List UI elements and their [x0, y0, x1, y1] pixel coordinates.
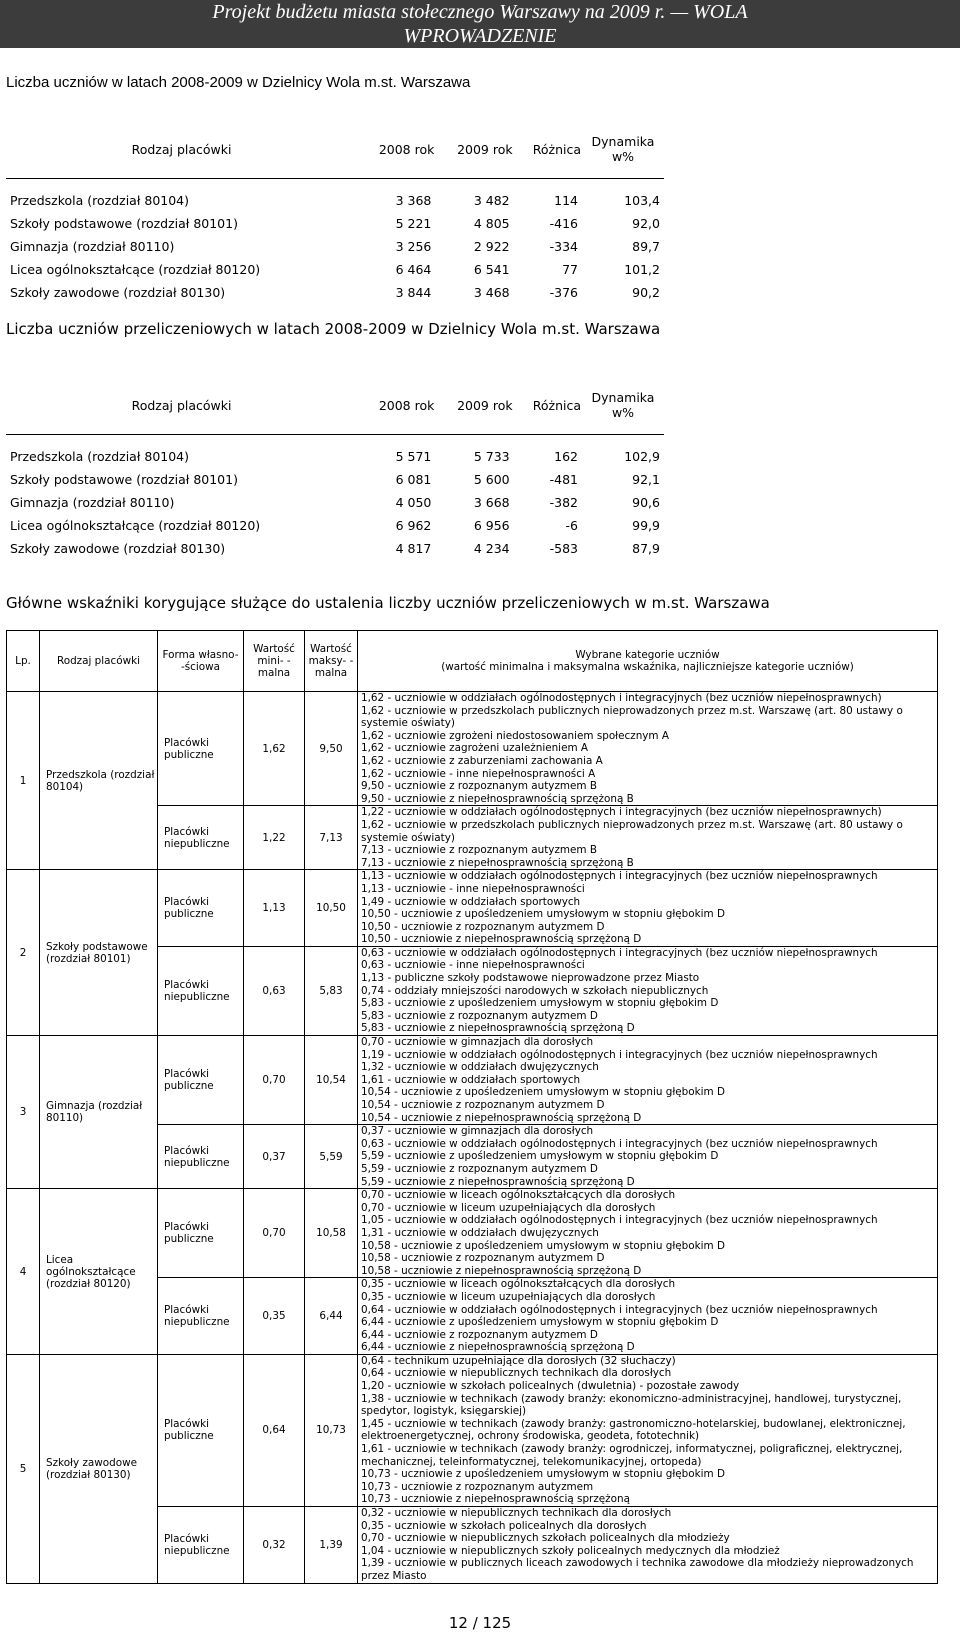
table-row — [6, 491, 664, 514]
table-cell: Gimnazja (rozdział 80110) — [10, 495, 175, 510]
table-cell: 4 234 — [473, 541, 510, 556]
table-cell: 4 817 — [395, 541, 432, 556]
th-forma: Forma własno- -ściowa — [158, 631, 244, 692]
min-value: 1,13 — [244, 870, 305, 947]
table-cell: 4 050 — [395, 495, 432, 510]
category-line: 0,63 - uczniowie - inne niepełnosprawności — [361, 959, 585, 972]
th-kategorie — [358, 631, 938, 692]
category-line: 10,73 - uczniowie z upośledzeniem umysłowym w stopniu głębokim D — [361, 1468, 725, 1481]
category-line: 1,38 - uczniowie w technikach (zawody branży: ekonomiczno-administracyjnej, handlowej, turystycznej, spedytor, logistyk, księgarskiej) — [361, 1392, 902, 1418]
category-line: 1,04 - uczniowie w niepublicznych szkoły policealnych medycznych dla młodzież — [361, 1544, 780, 1557]
table-cell: -6 — [565, 518, 578, 533]
category-line: 10,58 - uczniowie z upośledzeniem umysłowym w stopniu głębokim D — [361, 1239, 725, 1252]
table-row — [7, 1354, 938, 1506]
th-lp: Lp. — [7, 631, 40, 692]
table-cell: 92,1 — [632, 472, 660, 487]
table-cell: 5 733 — [473, 449, 510, 464]
ownership-form: Placówki niepubliczne — [158, 806, 244, 870]
max-value: 9,50 — [305, 692, 358, 806]
category-line: 1,22 - uczniowie w oddziałach ogólnodostępnych i integracyjnych (bez uczniów niepełnosprawnych) — [361, 806, 882, 819]
category-line: 5,83 - uczniowie z niepełnosprawnością sprzężoną D — [361, 1022, 635, 1035]
table-row — [6, 445, 664, 468]
category-line: 0,70 - uczniowie w liceum uzupełniających dla dorosłych — [361, 1201, 656, 1214]
max-value: 10,50 — [305, 870, 358, 947]
header-subtitle: WPROWADZENIE — [403, 25, 557, 47]
facility-type: Gimnazja (rozdział 80110) — [40, 1036, 158, 1189]
category-line: 10,50 - uczniowie z niepełnosprawnością sprzężoną D — [361, 933, 642, 946]
categories-cell — [358, 692, 938, 806]
category-line: 10,50 - uczniowie z rozpoznanym autyzmem D — [361, 920, 605, 933]
th-rodzaj-placowki: Rodzaj placówki — [40, 631, 158, 692]
category-line: 1,32 - uczniowie w oddziałach dwujęzycznych — [361, 1061, 599, 1074]
min-value: 0,70 — [244, 1036, 305, 1125]
category-line: 0,74 - oddziały mniejszości narodowych w szkołach niepublicznych — [361, 984, 709, 997]
row-number: 5 — [7, 1354, 40, 1583]
category-line: 0,35 - uczniowie w liceach ogólnokształcących dla dorosłych — [361, 1278, 676, 1291]
category-line: 0,70 - uczniowie w liceach ogólnokształcących dla dorosłych — [361, 1189, 676, 1202]
facility-type: Przedszkola (rozdział 80104) — [40, 692, 158, 870]
th-2009: 2009 rok — [435, 376, 513, 435]
categories-cell — [358, 1125, 938, 1189]
category-line: 6,44 - uczniowie z upośledzeniem umysłowym w stopniu głębokim D — [361, 1316, 719, 1329]
category-line: 1,45 - uczniowie w technikach (zawody branży: gastronomiczno-hotelarskiej, budowlanej, elektronicznej, elektroenergetycznej, ochrony środowiska, geodeta, fototechnik) — [361, 1417, 906, 1443]
category-line: 1,13 - publiczne szkoły podstawowe nieprowadzone przez Miasto — [361, 972, 700, 985]
category-line: 1,20 - uczniowie w szkołach policealnych (dwuletnia) - pozostałe zawody — [361, 1380, 740, 1393]
table-cell: 162 — [554, 449, 578, 464]
category-line: 5,59 - uczniowie z rozpoznanym autyzmem D — [361, 1162, 598, 1175]
table-cell: 101,2 — [624, 262, 660, 277]
row-number: 1 — [7, 692, 40, 870]
table-row — [6, 189, 664, 212]
category-line: 1,39 - uczniowie w publicznych liceach zawodowych i technika zawodowe dla młodzieży nieprowadzonych przez Miasto — [361, 1557, 914, 1582]
category-line: 0,70 - uczniowie w niepublicznych szkołach policealnych dla młodzieży — [361, 1532, 730, 1545]
kategorie-title: Wybrane kategorie uczniów — [575, 649, 720, 661]
ownership-form: Placówki publiczne — [158, 1354, 244, 1506]
caption-students: Liczba uczniów w latach 2008-2009 w Dzielnicy Wola m.st. Warszawa — [6, 74, 471, 91]
max-value: 5,59 — [305, 1125, 358, 1189]
category-line: 1,62 - uczniowie - inne niepełnosprawności A — [361, 767, 596, 780]
table-cell: 87,9 — [632, 541, 660, 556]
ownership-form: Placówki publiczne — [158, 1189, 244, 1278]
category-line: 1,13 - uczniowie - inne niepełnosprawności — [361, 882, 585, 895]
categories-cell — [358, 1278, 938, 1355]
category-line: 0,70 - uczniowie w gimnazjach dla dorosłych — [361, 1036, 594, 1049]
table-row — [6, 212, 664, 235]
min-value: 0,32 — [244, 1507, 305, 1584]
table-cell: Przedszkola (rozdział 80104) — [10, 449, 190, 464]
ownership-form: Placówki publiczne — [158, 870, 244, 947]
category-line: 1,61 - uczniowie w oddziałach sportowych — [361, 1073, 581, 1086]
table-cell: 6 541 — [473, 262, 510, 277]
category-line: 1,62 - uczniowie w przedszkolach publicznych nieprowadzonych przez m.st. Warszawę (art. 80 ustawy o systemie oświaty) — [361, 818, 903, 844]
category-line: 0,35 - uczniowie w szkołach policealnych dla dorosłych — [361, 1519, 647, 1532]
max-value: 5,83 — [305, 946, 358, 1035]
table-cell: -382 — [549, 495, 578, 510]
category-line: 1,62 - uczniowie zgrożeni niedostosowaniem społecznym A — [361, 729, 669, 742]
caption-indicators: Główne wskaźniki korygujące służące do ustalenia liczby uczniów przeliczeniowych w m.st. Warszawa — [6, 594, 770, 612]
category-line: 10,54 - uczniowie z upośledzeniem umysłowym w stopniu głębokim D — [361, 1086, 725, 1099]
table-cell: 90,6 — [632, 495, 660, 510]
min-value: 1,62 — [244, 692, 305, 806]
table-row — [6, 258, 664, 281]
table-cell: 4 805 — [473, 216, 510, 231]
th-min: Wartość mini- -malna — [244, 631, 305, 692]
categories-cell — [358, 806, 938, 870]
table-cell: Przedszkola (rozdział 80104) — [10, 193, 190, 208]
page-number: 12 / 125 — [448, 1614, 512, 1632]
table-cell: 90,2 — [632, 285, 660, 300]
ownership-form: Placówki publiczne — [158, 1036, 244, 1125]
category-line: 9,50 - uczniowie z niepełnosprawnością sprzężoną B — [361, 792, 634, 805]
category-line: 10,50 - uczniowie z upośledzeniem umysłowym w stopniu głębokim D — [361, 908, 725, 921]
table-students — [6, 120, 664, 304]
category-line: 5,83 - uczniowie z rozpoznanym autyzmem D — [361, 1009, 598, 1022]
table-cell: -416 — [549, 216, 578, 231]
min-value: 1,22 — [244, 806, 305, 870]
table-indicators-body — [7, 692, 938, 1584]
th-dynamika: Dynamika w% — [582, 376, 664, 435]
max-value: 1,39 — [305, 1507, 358, 1584]
category-line: 10,54 - uczniowie z rozpoznanym autyzmem D — [361, 1099, 605, 1111]
category-line: 5,59 - uczniowie z upośledzeniem umysłowym w stopniu głębokim D — [361, 1150, 719, 1163]
th-max: Wartość maksy- -malna — [305, 631, 358, 692]
th-rodzaj: Rodzaj placówki — [6, 376, 357, 435]
table-cell: 5 600 — [473, 472, 510, 487]
category-line: 1,61 - uczniowie w technikach (zawody branży: ogrodniczej, informatycznej, poligraficznej, elektrycznej, mechanicznej, teleinformatycznej, telekomunikacyjnej, ortopeda) — [361, 1443, 903, 1468]
table-cell: -583 — [549, 541, 578, 556]
category-line: 1,13 - uczniowie w oddziałach ogólnodostępnych i integracyjnych (bez uczniów niepełnosprawnych — [361, 870, 878, 883]
th-2009: 2009 rok — [435, 120, 513, 179]
table-row — [6, 468, 664, 491]
category-line: 0,63 - uczniowie w oddziałach ogólnodostępnych i integracyjnych (bez uczniów niepełnosprawnych — [361, 946, 878, 959]
category-line: 1,62 - uczniowie w oddziałach ogólnodostępnych i integracyjnych (bez uczniów niepełnosprawnych) — [361, 692, 882, 704]
category-line: 6,44 - uczniowie z rozpoznanym autyzmem D — [361, 1328, 598, 1341]
category-line: 7,13 - uczniowie z rozpoznanym autyzmem B — [361, 844, 597, 857]
category-line: 0,35 - uczniowie w liceum uzupełniających dla dorosłych — [361, 1290, 656, 1303]
min-value: 0,37 — [244, 1125, 305, 1189]
categories-cell — [358, 1189, 938, 1278]
category-line: 6,44 - uczniowie z niepełnosprawnością sprzężoną D — [361, 1341, 635, 1354]
th-2008: 2008 rok — [357, 376, 435, 435]
category-line: 7,13 - uczniowie z niepełnosprawnością sprzężoną B — [361, 856, 634, 869]
table-row — [6, 281, 664, 304]
table-converted-students-body — [6, 435, 664, 561]
category-line: 10,73 - uczniowie z niepełnosprawnością sprzężoną — [361, 1493, 630, 1506]
max-value: 7,13 — [305, 806, 358, 870]
table-cell: 89,7 — [632, 239, 660, 254]
category-line: 5,83 - uczniowie z upośledzeniem umysłowym w stopniu głębokim D — [361, 997, 719, 1010]
table-cell: 3 482 — [473, 193, 510, 208]
table-cell: 3 844 — [395, 285, 432, 300]
table-cell: Szkoły zawodowe (rozdział 80130) — [10, 285, 226, 300]
th-roznica: Różnica — [514, 120, 582, 179]
table-students-body — [6, 179, 664, 305]
max-value: 10,58 — [305, 1189, 358, 1278]
table-cell: 2 922 — [473, 239, 510, 254]
table-cell: Szkoły podstawowe (rozdział 80101) — [10, 216, 238, 231]
max-value: 6,44 — [305, 1278, 358, 1355]
categories-cell — [358, 870, 938, 947]
category-line: 1,31 - uczniowie w oddziałach dwujęzycznych — [361, 1226, 599, 1239]
max-value: 10,54 — [305, 1036, 358, 1125]
categories-cell — [358, 1036, 938, 1125]
th-rodzaj: Rodzaj placówki — [6, 120, 357, 179]
table-cell: 6 956 — [473, 518, 510, 533]
facility-type: Licea ogólnokształcące (rozdział 80120) — [40, 1189, 158, 1355]
table-cell: 103,4 — [624, 193, 660, 208]
table-cell: 114 — [554, 193, 578, 208]
th-2008: 2008 rok — [357, 120, 435, 179]
category-line: 0,37 - uczniowie w gimnazjach dla dorosłych — [361, 1125, 594, 1138]
category-line: 0,32 - uczniowie w niepublicznych technikach dla dorosłych — [361, 1507, 672, 1519]
table-cell: 3 468 — [473, 285, 510, 300]
table-cell: Licea ogólnokształcące (rozdział 80120) — [10, 262, 261, 277]
category-line: 0,64 - uczniowie w oddziałach ogólnodostępnych i integracyjnych (bez uczniów niepełnosprawnych — [361, 1303, 878, 1316]
row-number: 4 — [7, 1189, 40, 1355]
min-value: 0,64 — [244, 1354, 305, 1506]
table-cell: 6 962 — [395, 518, 432, 533]
category-line: 1,62 - uczniowie z zaburzeniami zachowania A — [361, 754, 603, 767]
ownership-form: Placówki niepubliczne — [158, 1507, 244, 1584]
category-line: 10,54 - uczniowie z niepełnosprawnością sprzężoną D — [361, 1111, 642, 1124]
category-line: 1,05 - uczniowie w oddziałach ogólnodostępnych i integracyjnych (bez uczniów niepełnosprawnych — [361, 1214, 878, 1227]
table-cell: Szkoły zawodowe (rozdział 80130) — [10, 541, 226, 556]
categories-cell — [358, 946, 938, 1035]
table-cell: 92,0 — [632, 216, 660, 231]
ownership-form: Placówki niepubliczne — [158, 1125, 244, 1189]
table-row — [7, 692, 938, 806]
table-row — [6, 514, 664, 537]
table-row — [7, 870, 938, 947]
table-cell: 102,9 — [624, 449, 660, 464]
table-cell: -376 — [549, 285, 578, 300]
category-line: 10,58 - uczniowie z rozpoznanym autyzmem D — [361, 1252, 605, 1265]
min-value: 0,70 — [244, 1189, 305, 1278]
table-indicators — [6, 630, 938, 1584]
table-row — [7, 1189, 938, 1278]
categories-cell — [358, 1354, 938, 1506]
category-line: 0,64 - uczniowie w niepublicznych technikach dla dorosłych — [361, 1367, 672, 1380]
table-cell: 3 256 — [395, 239, 432, 254]
table-cell: 3 368 — [395, 193, 432, 208]
min-value: 0,63 — [244, 946, 305, 1035]
category-line: 10,73 - uczniowie z rozpoznanym autyzmem — [361, 1480, 594, 1493]
table-cell: 3 668 — [473, 495, 510, 510]
table-cell: Szkoły podstawowe (rozdział 80101) — [10, 472, 238, 487]
category-line: 5,59 - uczniowie z niepełnosprawnością sprzężoną D — [361, 1175, 635, 1188]
table-cell: Gimnazja (rozdział 80110) — [10, 239, 175, 254]
categories-cell — [358, 1507, 938, 1584]
table-cell: 6 081 — [395, 472, 432, 487]
table-cell: Licea ogólnokształcące (rozdział 80120) — [10, 518, 261, 533]
category-line: 1,62 - uczniowie w przedszkolach publicznych nieprowadzonych przez m.st. Warszawę (art. 80 ustawy o systemie oświaty) — [361, 704, 903, 730]
table-row — [6, 537, 664, 560]
category-line: 0,63 - uczniowie w oddziałach ogólnodostępnych i integracyjnych (bez uczniów niepełnosprawnych — [361, 1137, 878, 1150]
kategorie-subtitle: (wartość minimalna i maksymalna wskaźnika, najliczniejsze kategorie uczniów) — [441, 661, 854, 673]
max-value: 10,73 — [305, 1354, 358, 1506]
category-line: 0,64 - technikum uzupełniające dla dorosłych (32 słuchaczy) — [361, 1354, 676, 1367]
ownership-form: Placówki publiczne — [158, 692, 244, 806]
facility-type: Szkoły podstawowe (rozdział 80101) — [40, 870, 158, 1036]
category-line: 1,19 - uczniowie w oddziałach ogólnodostępnych i integracyjnych (bez uczniów niepełnosprawnych — [361, 1048, 878, 1061]
ownership-form: Placówki niepubliczne — [158, 946, 244, 1035]
category-line: 9,50 - uczniowie z rozpoznanym autyzmem B — [361, 780, 597, 793]
ownership-form: Placówki niepubliczne — [158, 1278, 244, 1355]
category-line: 10,58 - uczniowie z niepełnosprawnością sprzężoną D — [361, 1264, 642, 1277]
row-number: 3 — [7, 1036, 40, 1189]
caption-converted-students: Liczba uczniów przeliczeniowych w latach 2008-2009 w Dzielnicy Wola m.st. Warszawa — [6, 320, 661, 338]
table-cell: 77 — [562, 262, 578, 277]
table-cell: -481 — [549, 472, 578, 487]
facility-type: Szkoły zawodowe (rozdział 80130) — [40, 1354, 158, 1583]
table-cell: 6 464 — [395, 262, 432, 277]
th-dynamika: Dynamika w% — [582, 120, 664, 179]
table-cell: 5 221 — [395, 216, 432, 231]
table-cell: 5 571 — [395, 449, 432, 464]
category-line: 1,62 - uczniowie zagrożeni uzależnieniem A — [361, 742, 588, 755]
table-cell: 99,9 — [632, 518, 660, 533]
table-converted-students — [6, 376, 664, 560]
row-number: 2 — [7, 870, 40, 1036]
header-title: Projekt budżetu miasta stołecznego Warszawy na 2009 r. — WOLA — [212, 1, 748, 23]
table-cell: -334 — [549, 239, 578, 254]
category-line: 1,49 - uczniowie w oddziałach sportowych — [361, 895, 581, 908]
table-row — [6, 235, 664, 258]
min-value: 0,35 — [244, 1278, 305, 1355]
page-header — [0, 0, 960, 48]
th-roznica: Różnica — [514, 376, 582, 435]
table-row — [7, 1036, 938, 1125]
